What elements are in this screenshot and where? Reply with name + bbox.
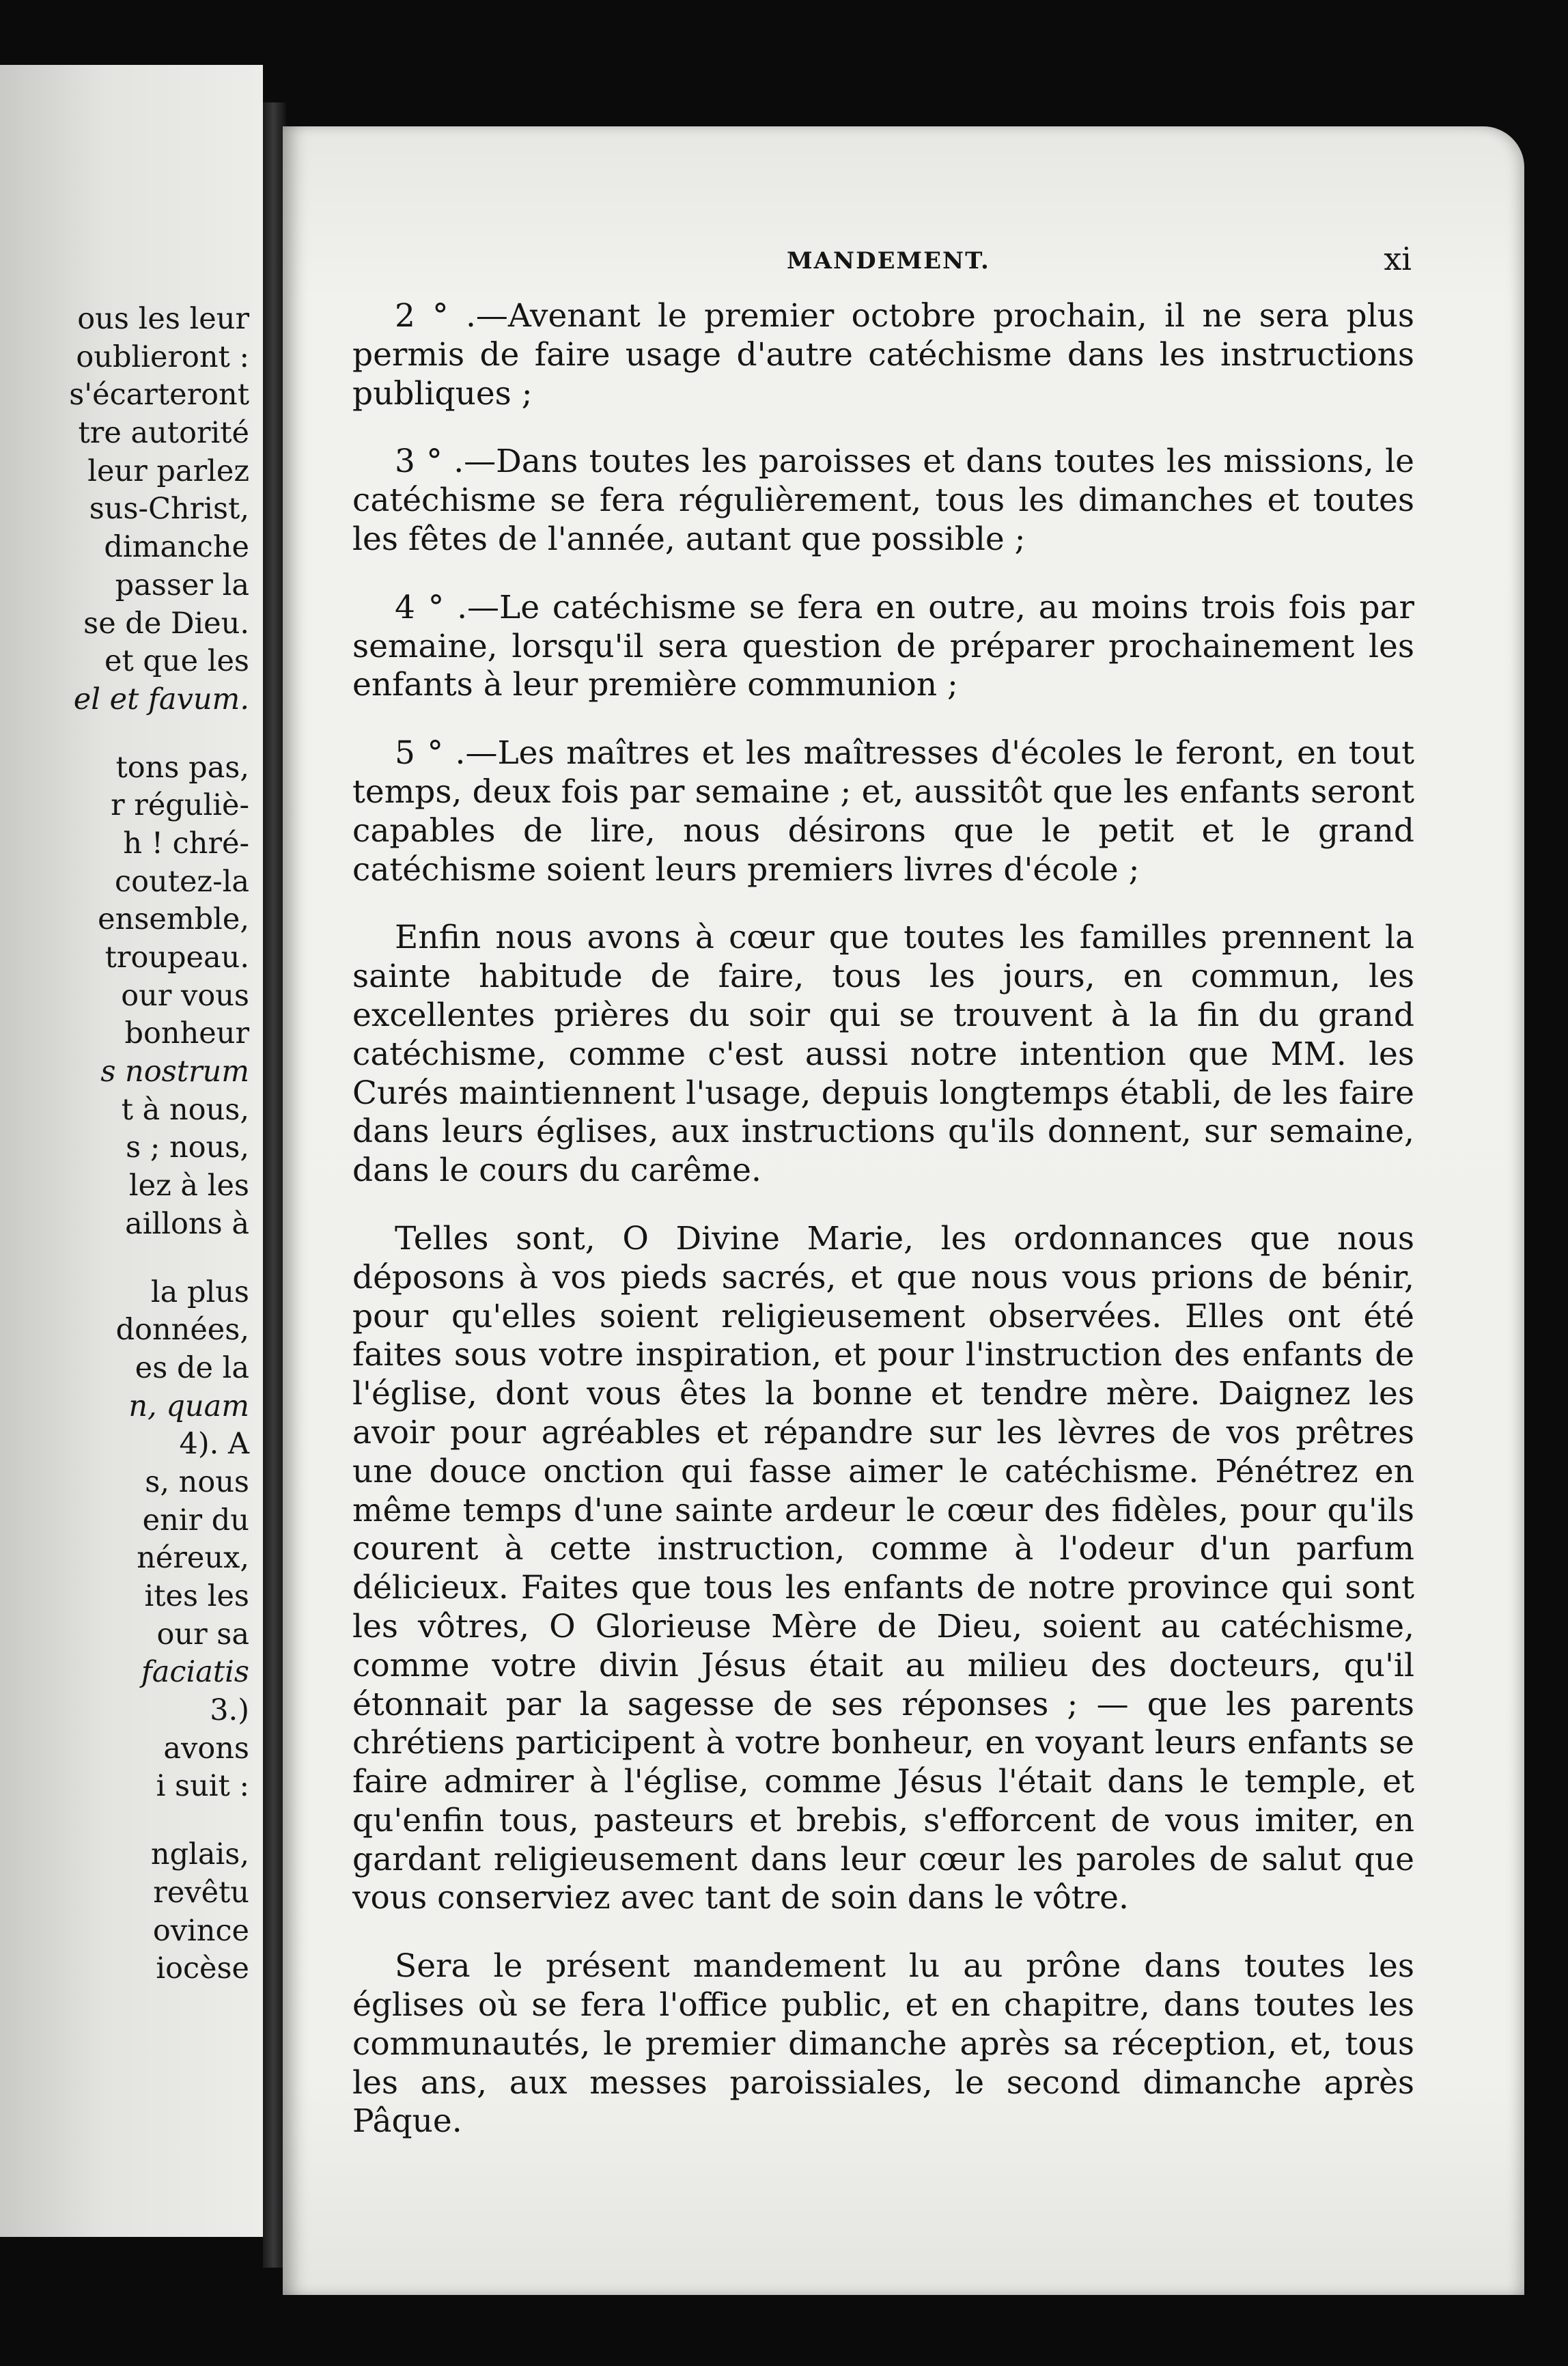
left-page-line: lez à les [128, 1169, 249, 1203]
left-page-line: s ; nous, [126, 1130, 249, 1165]
left-page-line: néreux, [137, 1541, 249, 1576]
left-page-line: la plus [150, 1275, 249, 1309]
left-page-line: tre autorité [78, 416, 249, 451]
left-page-line: s'écarteront [69, 378, 249, 413]
paragraph-item-5: 5 ° .—Les maîtres et les maîtresses d'écoles le feront, en tout temps, deux fois par semaine ; et, aussitôt que les enfants seront capables de lire, nous désirons que le petit et le grand catéchisme soient leurs premiers livres d'école ; [352, 734, 1414, 889]
left-page-line: 3.) [210, 1693, 249, 1728]
left-page-gap [3, 1806, 249, 1836]
paragraph-item-2: 2 ° .—Avenant le premier octobre prochain, il ne sera plus permis de faire usage d'autre catéchisme dans les instructions publiques ; [352, 297, 1414, 413]
running-head: MANDEMENT. [787, 247, 990, 275]
left-page-line: 4). A [179, 1427, 249, 1462]
left-page-line: avons [163, 1731, 249, 1766]
left-page-line: n, quam [128, 1389, 249, 1423]
left-page-line: aillons à [125, 1206, 249, 1241]
left-page-line: données, [115, 1313, 249, 1348]
left-page-line: et que les [104, 644, 249, 679]
left-page-line: s nostrum [100, 1055, 249, 1089]
left-page-line: troupeau. [104, 941, 249, 975]
paragraph-item-4: 4 ° .—Le catéchisme se fera en outre, au moins trois fois par semaine, lorsqu'il sera question de préparer prochainement les enfants à leur première communion ; [352, 588, 1414, 704]
left-page-line: coutez-la [115, 864, 249, 899]
left-page-line: se de Dieu. [83, 606, 249, 641]
left-page-line: leur parlez [87, 454, 249, 488]
left-page-line: dimanche [104, 530, 249, 565]
left-page-line: our vous [121, 978, 249, 1013]
left-page-fragment [0, 65, 263, 2237]
left-page-line: tons pas, [115, 750, 249, 785]
left-page-line: oublieront : [76, 339, 249, 374]
left-page-line: bonheur [124, 1016, 249, 1051]
left-page-line: our sa [156, 1617, 249, 1652]
left-page-lines [3, 301, 249, 1988]
left-page-line: ites les [144, 1579, 249, 1613]
left-page-line: nglais, [150, 1837, 249, 1872]
paragraph-families: Enfin nous avons à cœur que toutes les familles prennent la sainte habitude de faire, tous les jours, en commun, les excellentes prières du soir qui se trouvent à la fin du grand catéchisme, comme c'est aussi notre intention que MM. les Curés maintiennent l'usage, depuis longtemps établi, de les faire dans leurs églises, aux instructions qu'ils donnent, sur semaine, dans le cours du carême. [352, 919, 1414, 1190]
left-page-line: sus-Christ, [89, 492, 249, 527]
left-page-line: es de la [135, 1350, 249, 1385]
left-page-line: revêtu [153, 1875, 249, 1910]
right-page [283, 126, 1524, 2295]
left-page-line: faciatis [141, 1655, 249, 1690]
left-page-line: passer la [115, 568, 249, 602]
left-page-line: ovince [152, 1913, 249, 1948]
left-page-line: enir du [142, 1503, 249, 1537]
paragraph-prayer: Telles sont, O Divine Marie, les ordonnances que nous déposons à vos pieds sacrés, et que nous vous prions de bénir, pour qu'elles soient religieusement observées. Elles ont été faites sous votre inspiration, et pour l'instruction des enfants de l'église, dont vous êtes la bonne et tendre mère. Daignez les avoir pour agréables et répandre sur les lèvres de vos prêtres une douce onction qui fasse aimer le catéchisme. Pénétrez en même temps d'une sainte ardeur le cœur des fidèles, pour qu'ils courent à cette instruction, comme à l'odeur d'un parfum délicieux. Faites que tous les enfants de notre province qui sont les vôtres, O Glorieuse Mère de Dieu, soient au catéchisme, comme votre divin Jésus était au milieu des docteurs, qu'il étonnait par la sagesse de ses réponses ; — que les parents chrétiens participent à votre bonheur, en voyant leurs enfants se faire admirer à l'église, comme Jésus l'était dans le temple, et qu'enfin tous, pasteurs et brebis, s'efforcent de vous imiter, en gardant religieusement dans leur cœur les paroles de salut que vous conserviez avec tant de soin dans le vôtre. [352, 1219, 1414, 1917]
left-page-line: ous les leur [77, 302, 249, 336]
left-page-gap [3, 1244, 249, 1274]
left-page-line: h ! chré- [123, 826, 249, 861]
left-page-line: r réguliè- [111, 788, 249, 823]
left-page-line: t à nous, [121, 1092, 249, 1127]
paragraph-item-3: 3 ° .—Dans toutes les paroisses et dans toutes les missions, le catéchisme se fera régulièrement, tous les dimanches et toutes les fêtes de l'année, autant que possible ; [352, 443, 1414, 558]
left-page-line: i suit : [156, 1769, 249, 1804]
paragraph-promulgation: Sera le présent mandement lu au prône dans toutes les églises où se fera l'office public, et en chapitre, dans toutes les communautés, le premier dimanche après sa réception, et, tous les ans, aux messes paroissiales, le second dimanche après Pâque. [352, 1947, 1414, 2141]
left-page-line: s, nous [145, 1464, 249, 1499]
left-page-line: iocèse [156, 1951, 249, 1986]
left-page-line: ensemble, [98, 902, 249, 937]
left-page-line: el et favum. [73, 682, 249, 716]
body-text [352, 297, 1414, 2171]
page-number: xi [1384, 240, 1412, 277]
page-header [283, 239, 1524, 280]
left-page-gap [3, 719, 249, 749]
